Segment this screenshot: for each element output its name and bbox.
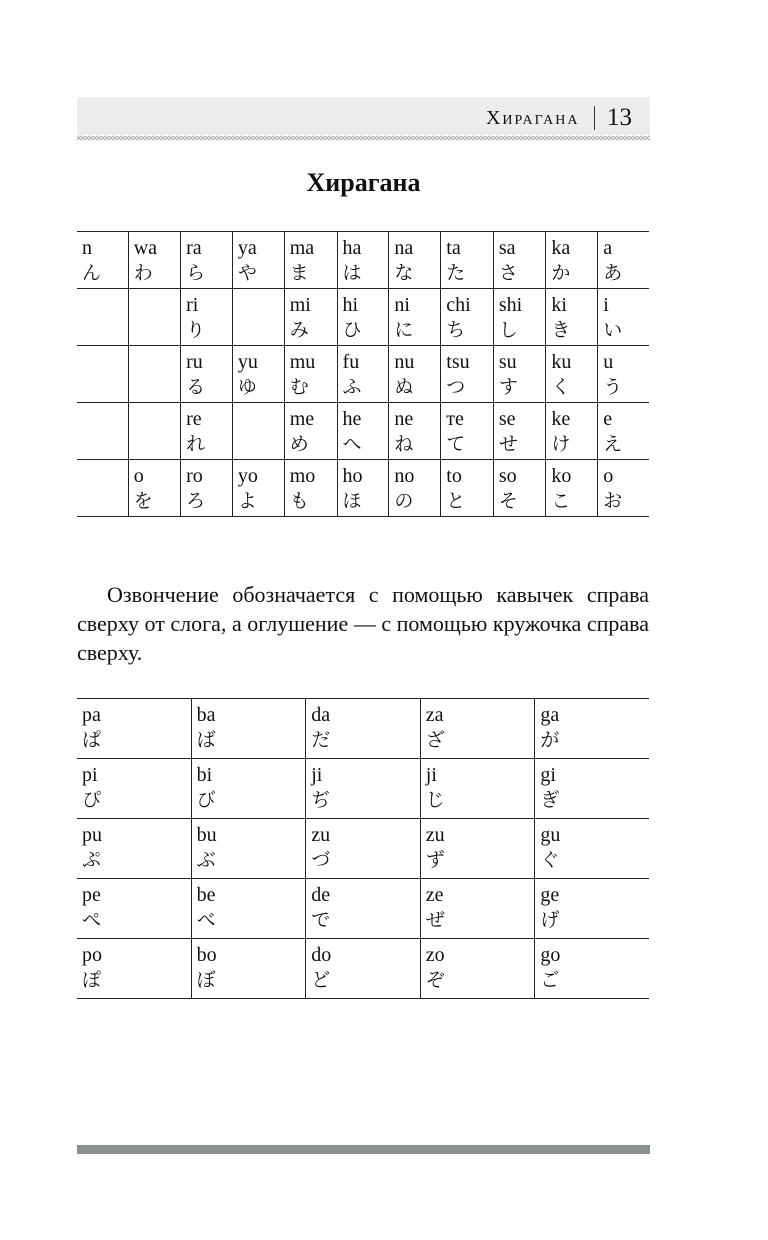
kana-character: た (446, 262, 466, 284)
romaji-label: a (603, 237, 613, 259)
romaji-label: pa (82, 704, 101, 726)
kana-character: が (540, 729, 560, 751)
table-row (77, 460, 649, 517)
table-cell (493, 346, 545, 403)
romaji-label: ke (551, 408, 571, 430)
table-cell (284, 289, 337, 346)
table-cell (389, 460, 441, 517)
kana-character: も (289, 490, 309, 512)
table-cell (77, 346, 128, 403)
page-title: Хирагана (306, 168, 421, 197)
kana-character: に (394, 319, 414, 341)
romaji-label: fu (342, 351, 360, 373)
romaji-label: ni (394, 294, 410, 316)
table-cell (493, 403, 545, 460)
romaji-label: ri (186, 294, 199, 316)
kana-character: ず (425, 849, 445, 871)
romaji-label: ro (186, 465, 203, 487)
kana-character: は (342, 262, 362, 284)
romaji-label: chi (446, 294, 471, 316)
kana-character: ぐ (540, 849, 560, 871)
table-cell (535, 759, 649, 819)
table-cell (493, 460, 545, 517)
table-cell (389, 289, 441, 346)
table-cell (546, 460, 598, 517)
table-cell (441, 346, 494, 403)
kana-character: ば (196, 729, 216, 751)
table-cell (441, 403, 494, 460)
romaji-label: po (82, 944, 102, 966)
romaji-label: ta (446, 237, 461, 259)
table-cell (598, 346, 649, 403)
romaji-label: i (603, 294, 609, 316)
romaji-label: no (394, 465, 415, 487)
decorative-zigzag-border (77, 133, 650, 143)
kana-character: ぼ (196, 969, 216, 991)
table-cell (128, 460, 180, 517)
table-cell (181, 346, 233, 403)
kana-character: ぞ (425, 969, 445, 991)
kana-character: わ (133, 262, 153, 284)
kana-character: ぺ (82, 909, 102, 931)
table-cell (77, 939, 191, 999)
table-cell (441, 232, 494, 289)
table-row (77, 289, 649, 346)
romaji-label: mi (289, 294, 311, 316)
table-cell (420, 879, 535, 939)
table-cell (493, 289, 545, 346)
table-cell (306, 759, 421, 819)
kana-character: ち (446, 319, 466, 341)
romaji-label: gi (540, 764, 556, 786)
table-cell (232, 460, 284, 517)
table-cell (420, 939, 535, 999)
romaji-label: do (311, 944, 332, 966)
kana-character: む (289, 376, 309, 398)
kana-character: い (603, 319, 623, 341)
table-row (77, 346, 649, 403)
romaji-label: o (603, 465, 614, 487)
table-cell (546, 232, 598, 289)
header-title: Хирагана (485, 106, 580, 129)
kana-character: し (498, 319, 518, 341)
kana-character: け (551, 433, 571, 455)
kana-character: ぶ (196, 849, 216, 871)
romaji-label: go (540, 944, 561, 966)
romaji-label: ze (425, 884, 444, 906)
romaji-label: me (289, 408, 315, 430)
table-cell (77, 403, 128, 460)
kana-character: ぱ (82, 729, 102, 751)
hiragana-voiced-table (77, 698, 649, 999)
kana-character: で (311, 909, 331, 931)
romaji-label: wa (133, 237, 158, 259)
table-cell (337, 346, 389, 403)
table-cell (77, 759, 191, 819)
table-cell (284, 346, 337, 403)
table-cell (441, 289, 494, 346)
table-cell (232, 232, 284, 289)
table-cell (77, 819, 191, 879)
kana-character: る (186, 376, 206, 398)
kana-character: づ (311, 849, 331, 871)
romaji-label: e (603, 408, 613, 430)
table-row (77, 819, 649, 879)
table-cell (232, 403, 284, 460)
romaji-label: ba (196, 704, 216, 726)
table-cell (232, 346, 284, 403)
kana-character: そ (498, 490, 518, 512)
table-cell (337, 403, 389, 460)
table-cell (389, 403, 441, 460)
romaji-label: gu (540, 824, 561, 846)
kana-character: く (551, 376, 571, 398)
table-cell (598, 232, 649, 289)
romaji-label: de (311, 884, 331, 906)
kana-character: ね (394, 433, 414, 455)
kana-character: て (446, 433, 466, 455)
kana-character: ほ (342, 490, 362, 512)
romaji-label: yo (237, 465, 258, 487)
table-cell (535, 699, 649, 759)
romaji-label: те (446, 408, 464, 430)
romaji-label: ho (342, 465, 363, 487)
kana-character: ひ (342, 319, 362, 341)
romaji-label: yu (237, 351, 258, 373)
table-cell (77, 289, 128, 346)
romaji-label: ji (425, 764, 437, 786)
table-cell (598, 289, 649, 346)
kana-character: よ (237, 490, 257, 512)
romaji-label: ko (551, 465, 572, 487)
table-cell (191, 759, 306, 819)
romaji-label: shi (498, 294, 523, 316)
table-row (77, 699, 649, 759)
table-cell (598, 460, 649, 517)
romaji-label: su (498, 351, 517, 373)
table-cell (535, 819, 649, 879)
kana-character: ゆ (237, 376, 257, 398)
romaji-label: ra (186, 237, 202, 259)
romaji-label: ge (540, 884, 560, 906)
kana-character: り (186, 319, 206, 341)
table-row (77, 939, 649, 999)
kana-character: ぜ (425, 909, 445, 931)
kana-character: ろ (186, 490, 206, 512)
kana-character: つ (446, 376, 466, 398)
kana-character: す (498, 376, 518, 398)
table-cell (77, 232, 128, 289)
romaji-label: nu (394, 351, 415, 373)
table-cell (284, 460, 337, 517)
kana-character: ぴ (82, 789, 102, 811)
table-cell (598, 403, 649, 460)
romaji-label: bi (196, 764, 213, 786)
kana-character: さ (498, 262, 518, 284)
table-cell (77, 879, 191, 939)
table-row (77, 232, 649, 289)
kana-character: あ (603, 262, 623, 284)
romaji-label: n (82, 237, 92, 259)
table-cell (128, 232, 180, 289)
kana-character: を (133, 490, 153, 512)
kana-character: え (603, 433, 623, 455)
table-cell (191, 879, 306, 939)
table-cell (284, 232, 337, 289)
kana-character: ざ (425, 729, 445, 751)
table-cell (128, 403, 180, 460)
kana-character: と (446, 490, 466, 512)
romaji-label: ma (289, 237, 315, 259)
kana-character: め (289, 433, 309, 455)
table-cell (535, 939, 649, 999)
table-cell (284, 403, 337, 460)
table-cell (306, 879, 421, 939)
romaji-label: o (133, 465, 144, 487)
romaji-label: tsu (446, 351, 470, 373)
romaji-label: ne (394, 408, 414, 430)
kana-character: ふ (342, 376, 362, 398)
table-cell (389, 232, 441, 289)
table-cell (337, 289, 389, 346)
kana-character: ら (186, 262, 206, 284)
romaji-label: be (196, 884, 216, 906)
header-content (486, 104, 632, 132)
romaji-label: sa (498, 237, 516, 259)
kana-character: ぽ (82, 969, 102, 991)
kana-character: ご (540, 969, 560, 991)
kana-character: れ (186, 433, 206, 455)
header-divider (594, 106, 596, 130)
kana-character: だ (311, 729, 331, 751)
kana-character: ぎ (540, 789, 560, 811)
romaji-label: zu (425, 824, 445, 846)
romaji-label: na (394, 237, 414, 259)
romaji-label: ru (186, 351, 203, 373)
table-cell (191, 699, 306, 759)
explanation-paragraph (77, 580, 649, 667)
kana-character: こ (551, 490, 571, 512)
romaji-label: ya (237, 237, 257, 259)
table-cell (546, 289, 598, 346)
kana-character: せ (498, 433, 518, 455)
romaji-label: da (311, 704, 331, 726)
romaji-label: to (446, 465, 462, 487)
kana-character: や (237, 262, 257, 284)
kana-character: び (196, 789, 216, 811)
table-cell (128, 346, 180, 403)
romaji-label: ku (551, 351, 572, 373)
table-cell (306, 939, 421, 999)
table-cell (181, 403, 233, 460)
kana-character: な (394, 262, 414, 284)
kana-character: ぬ (394, 376, 414, 398)
kana-character: か (551, 262, 571, 284)
table-cell (191, 819, 306, 879)
table-cell (420, 759, 535, 819)
kana-character: き (551, 319, 571, 341)
table-row (77, 403, 649, 460)
kana-character: ぢ (311, 789, 331, 811)
kana-character: ど (311, 969, 331, 991)
footer-bar (77, 1145, 650, 1154)
table-cell (77, 699, 191, 759)
kana-character: の (394, 490, 414, 512)
romaji-label: za (425, 704, 444, 726)
table-cell (389, 346, 441, 403)
running-header (77, 97, 650, 135)
romaji-label: pi (82, 764, 98, 786)
romaji-label: mu (289, 351, 316, 373)
kana-character: じ (425, 789, 445, 811)
romaji-label: u (603, 351, 614, 373)
table-row (77, 759, 649, 819)
romaji-label: pu (82, 824, 102, 846)
romaji-label: he (342, 408, 362, 430)
hiragana-basic-table (77, 231, 649, 517)
table-cell (337, 460, 389, 517)
table-cell (546, 346, 598, 403)
table-cell (493, 232, 545, 289)
kana-character: お (603, 490, 623, 512)
table-cell (546, 403, 598, 460)
table-cell (420, 819, 535, 879)
kana-character: ぷ (82, 849, 102, 871)
table-cell (337, 232, 389, 289)
kana-character: ん (82, 262, 102, 284)
table-cell (181, 289, 233, 346)
kana-character: う (603, 376, 623, 398)
romaji-label: pe (82, 884, 101, 906)
table-cell (306, 819, 421, 879)
table-cell (77, 460, 128, 517)
table-cell (191, 939, 306, 999)
romaji-label: ha (342, 237, 362, 259)
romaji-label: ka (551, 237, 571, 259)
kana-character: げ (540, 909, 560, 931)
table-cell (232, 289, 284, 346)
table-cell (306, 699, 421, 759)
kana-character: ま (289, 262, 309, 284)
table-row (77, 879, 649, 939)
table-cell (181, 460, 233, 517)
romaji-label: ki (551, 294, 567, 316)
romaji-label: hi (342, 294, 359, 316)
kana-character: べ (196, 909, 216, 931)
romaji-label: re (186, 408, 202, 430)
table-cell (441, 460, 494, 517)
romaji-label: so (498, 465, 517, 487)
romaji-label: zu (311, 824, 331, 846)
kana-character: へ (342, 433, 362, 455)
romaji-label: mo (289, 465, 316, 487)
table-cell (181, 232, 233, 289)
kana-character: み (289, 319, 309, 341)
explanation-text: Озвончение обозначается с помощью кавычек справа сверху от слога, а оглушение — с помощью кружочка справа сверху. (77, 582, 649, 665)
romaji-label: zo (425, 944, 445, 966)
table-cell (128, 289, 180, 346)
table-cell (535, 879, 649, 939)
page-number: 13 (607, 104, 632, 131)
romaji-label: se (498, 408, 516, 430)
romaji-label: ji (311, 764, 323, 786)
romaji-label: ga (540, 704, 560, 726)
table-cell (420, 699, 535, 759)
romaji-label: bu (196, 824, 217, 846)
romaji-label: bo (196, 944, 217, 966)
